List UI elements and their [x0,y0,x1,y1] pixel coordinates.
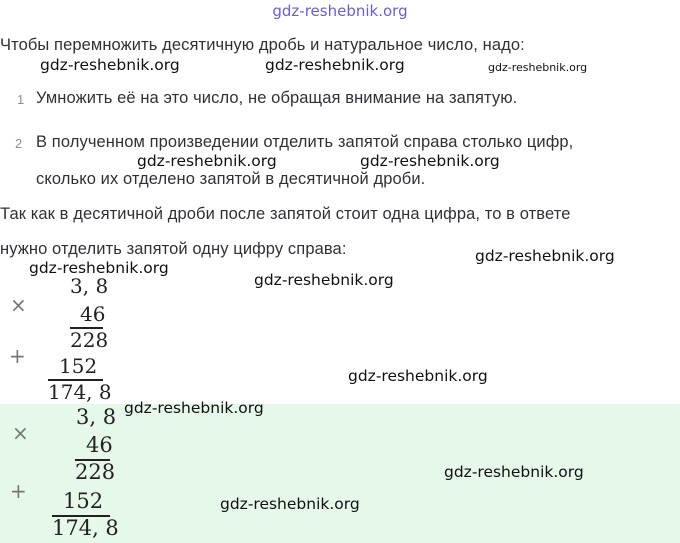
multiplicand: 3, 8 [70,274,109,298]
multiplier: 46 [86,433,113,457]
watermark: gdz-reshebnik.org [475,247,615,265]
plus-sign: + [10,479,27,503]
watermark: gdz-reshebnik.org [488,61,588,74]
watermark: gdz-reshebnik.org [348,367,488,385]
site-header-link[interactable]: gdz-reshebnik.org [272,2,408,20]
step-number: 2 [15,136,23,151]
watermark: gdz-reshebnik.org [444,463,584,481]
watermark: gdz-reshebnik.org [360,152,500,170]
watermark: gdz-reshebnik.org [29,259,169,277]
partial-product: 152 [63,489,104,513]
step-number: 1 [17,92,25,107]
intro-text: Чтобы перемножить десятичную дробь и натуральное число, надо: [0,36,525,54]
partial-product: 228 [70,328,109,352]
explanation-text: нужно отделить запятой одну цифру справа: [0,240,347,258]
multiplicand: 3, 8 [76,405,117,429]
step-text: В полученном произведении отделить запятой справа столько цифр, [36,133,574,151]
watermark: gdz-reshebnik.org [124,399,264,417]
watermark: gdz-reshebnik.org [254,271,394,289]
partial-product: 152 [59,354,98,378]
watermark: gdz-reshebnik.org [265,56,405,74]
watermark: gdz-reshebnik.org [137,152,277,170]
step-text: Умножить её на это число, не обращая внимание на запятую. [36,89,518,107]
watermark: gdz-reshebnik.org [40,56,180,74]
multiplier: 46 [80,302,106,326]
partial-product: 228 [75,460,116,484]
product-result: 174, 8 [52,516,119,540]
explanation-text: Так как в десятичной дроби после запятой стоит одна цифра, то в ответе [0,205,571,223]
multiply-sign: × [10,293,27,317]
multiply-sign: × [12,421,29,445]
watermark: gdz-reshebnik.org [220,495,360,513]
plus-sign: + [9,344,26,368]
step-text-continued: сколько их отделено запятой в десятичной дроби. [36,170,426,188]
product-result: 174, 8 [48,380,112,404]
